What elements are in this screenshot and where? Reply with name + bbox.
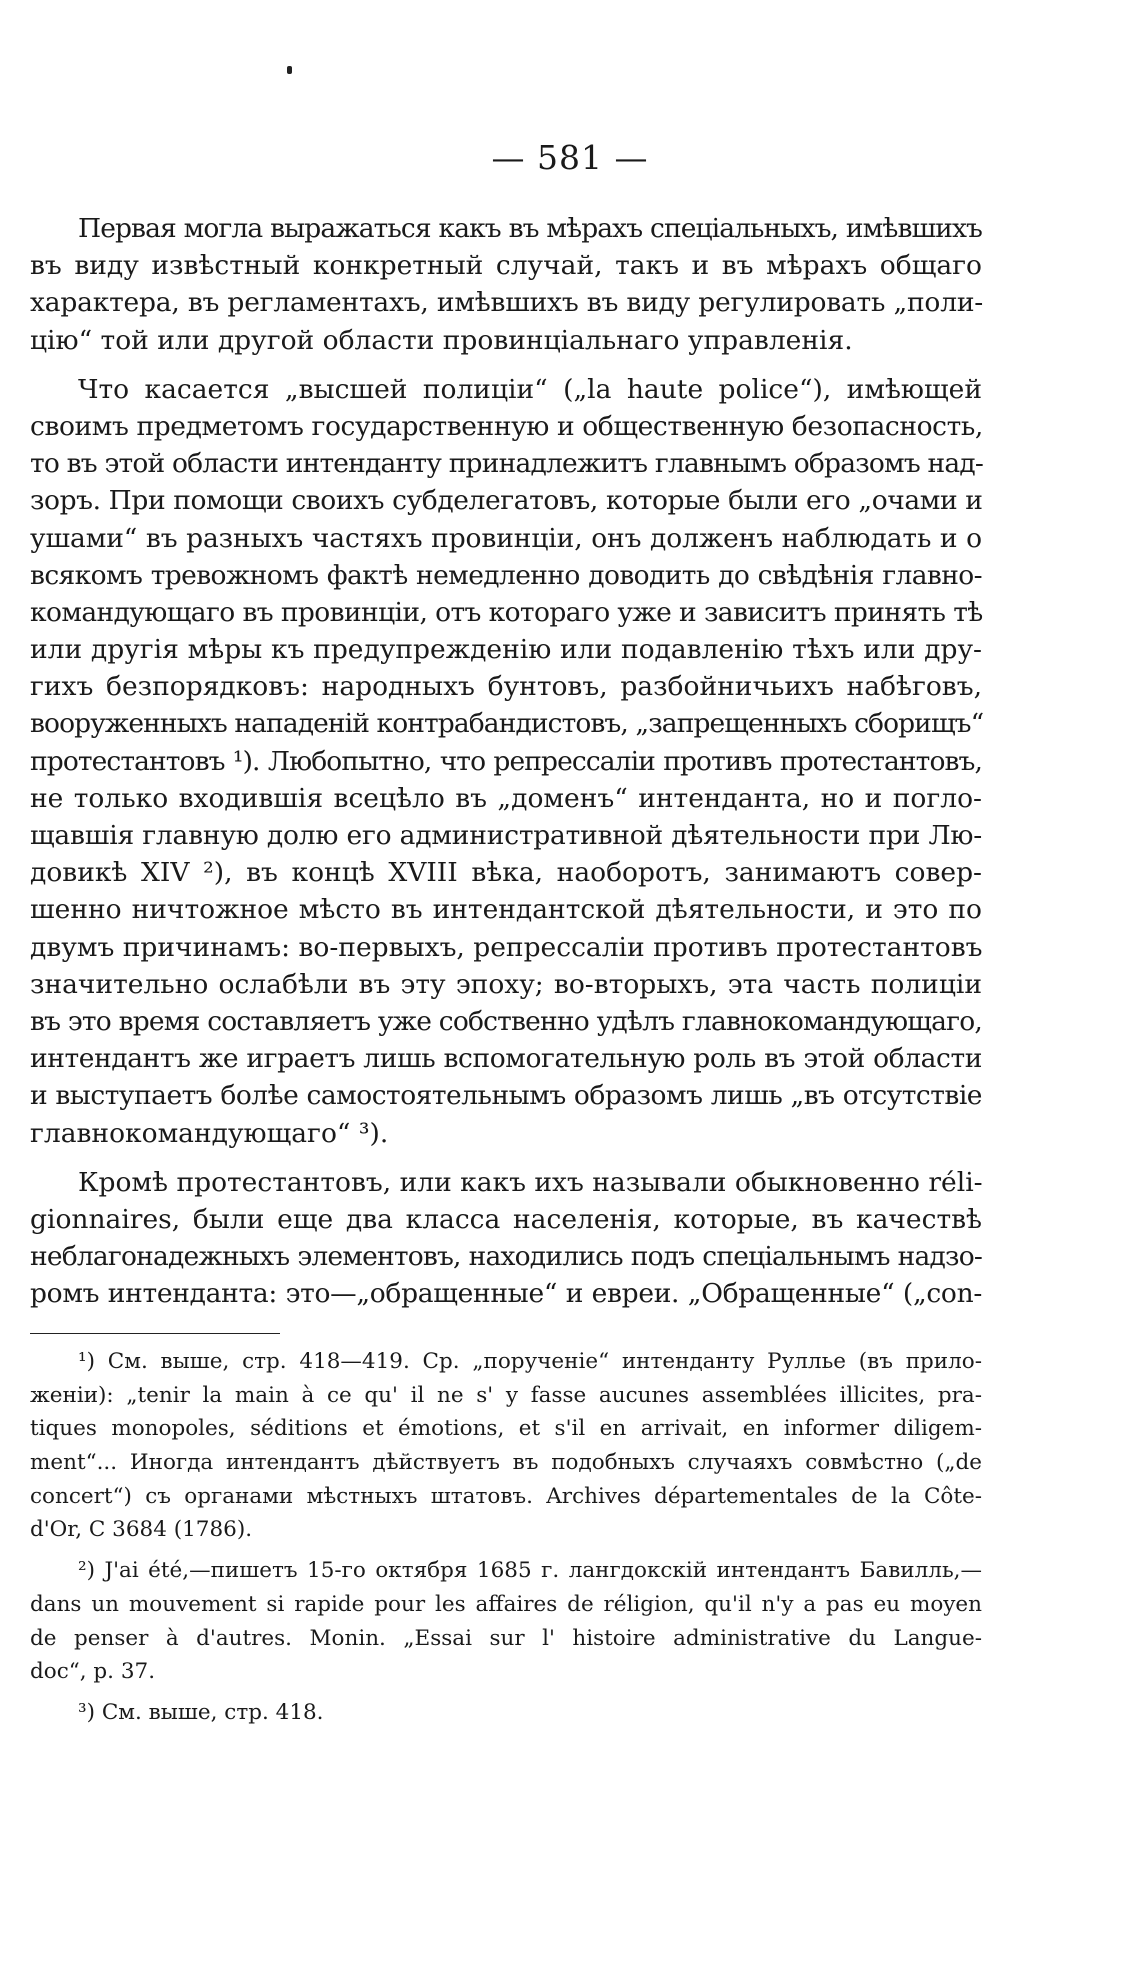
text-line: Первая могла выражаться какъ въ мѣрахъ спеціальныхъ, имѣвшихъ [78, 213, 982, 244]
text-line: значительно ослабѣли въ эту эпоху; во-вторыхъ, эта часть полиціи [30, 968, 982, 1000]
text-line: зоръ. При помощи своихъ субделегатовъ, которые были его „очами и [30, 485, 983, 517]
text-line: цію“ той или другой области провинціальнаго управленія. [30, 324, 853, 356]
text-line: gionnaires, были еще два класса населенія, которые, въ качествѣ [30, 1203, 982, 1235]
text-line: главнокомандующаго“ ³). [30, 1117, 389, 1149]
text-line: интендантъ же играетъ лишь вспомогательную роль въ этой области [30, 1043, 982, 1075]
text-line: въ это время составляетъ уже собственно удѣлъ главнокомандующаго, [30, 1005, 982, 1037]
text-line: то въ этой области интенданту принадлежитъ главнымъ образомъ над- [30, 448, 984, 480]
text-line: и выступаетъ болѣе самостоятельнымъ образомъ лишь „въ отсутствіе [30, 1080, 982, 1112]
text-line: вооруженныхъ нападеній контрабандистовъ, „запрещенныхъ сборищъ“ [30, 708, 984, 740]
footnote-line: женіи): „tenir la main à ce qu' il ne s' y fasse aucunes assemblées illicites, pra- [30, 1382, 982, 1408]
text-line: характера, въ регламентахъ, имѣвшихъ въ виду регулировать „поли- [30, 287, 984, 319]
text-line: командующаго въ провинціи, отъ котораго уже и зависитъ принять тѣ [30, 596, 983, 628]
text-line: въ виду извѣстный конкретный случай, такъ и въ мѣрахъ общаго [30, 250, 982, 282]
text-line: ушами“ въ разныхъ частяхъ провинціи, онъ долженъ наблюдать и о [30, 522, 982, 554]
text-line: щавшія главную долю его административной дѣятельности при Лю- [30, 820, 982, 851]
footnote-line: ³) См. выше, стр. 418. [78, 1699, 324, 1725]
footnote-line: tiques monopoles, séditions et émotions, et s'il en arrivait, en informer diligem- [30, 1416, 982, 1442]
text-line: ромъ интенданта: это—„обращенные“ и евреи. „Обращенные“ („con- [30, 1278, 982, 1310]
text-line: довикѣ XIV ²), въ концѣ XVIII вѣка, наоборотъ, занимаютъ совер- [30, 857, 982, 889]
footnote-line: ¹) См. выше, стр. 418—419. Ср. „порученіе“ интенданту Рулльe (въ прило- [78, 1349, 982, 1374]
ink-speck [287, 66, 292, 74]
text-line: Кромѣ протестантовъ, или какъ ихъ называли обыкновенно réli- [78, 1166, 983, 1198]
footnote-line: ment“... Иногда интендантъ дѣйствуетъ въ подобныхъ случаяхъ совмѣстно („de [30, 1450, 982, 1476]
text-line: или другія мѣры къ предупрежденію или подавленію тѣхъ или дру- [30, 634, 982, 666]
footnote-line: de penser à d'autres. Monin. „Essai sur l' histoire administrative du Langue- [30, 1625, 982, 1651]
text-line: своимъ предметомъ государственную и общественную безопасность, [30, 410, 983, 442]
footnote-line: d'Or, C 3684 (1786). [30, 1517, 253, 1543]
text-line: не только входившія всецѣло въ „доменъ“ интенданта, но и погло- [30, 782, 982, 814]
text-line: двумъ причинамъ: во-первыхъ, репрессаліи противъ протестантовъ [30, 931, 983, 963]
footnotes [30, 1345, 982, 1730]
page-number: — 581 — [491, 138, 649, 177]
text-line: гихъ безпорядковъ: народныхъ бунтовъ, разбойничьихъ набѣговъ, [30, 671, 982, 703]
text-line: всякомъ тревожномъ фактѣ немедленно доводить до свѣдѣнія главно- [30, 559, 982, 591]
text-line: шенно ничтожное мѣсто въ интендантской дѣятельности, и это по [30, 894, 982, 926]
body-text [30, 210, 982, 1312]
footnote-line: dans un mouvement si rapide pour les affaires de réligion, qu'il n'y a pas eu moyen [30, 1591, 982, 1617]
footnote-line: ²) J'ai été,—пишетъ 15-го октября 1685 г. лангдокскій интендантъ Бавилль,— [78, 1558, 982, 1584]
text-line: неблагонадежныхъ элементовъ, находились подъ спеціальнымъ надзо- [30, 1241, 982, 1273]
footnote-line: doc“, p. 37. [30, 1659, 156, 1685]
text-line: Что касается „высшей полиціи“ („la haute police“), имѣющей [78, 373, 982, 405]
footnote-divider [30, 1333, 280, 1334]
footnote-line: concert“) съ органами мѣстныхъ штатовъ. Archives départementales de la Côte- [30, 1483, 982, 1509]
text-line: протестантовъ ¹). Любопытно, что репрессаліи противъ протестантовъ, [30, 745, 982, 777]
